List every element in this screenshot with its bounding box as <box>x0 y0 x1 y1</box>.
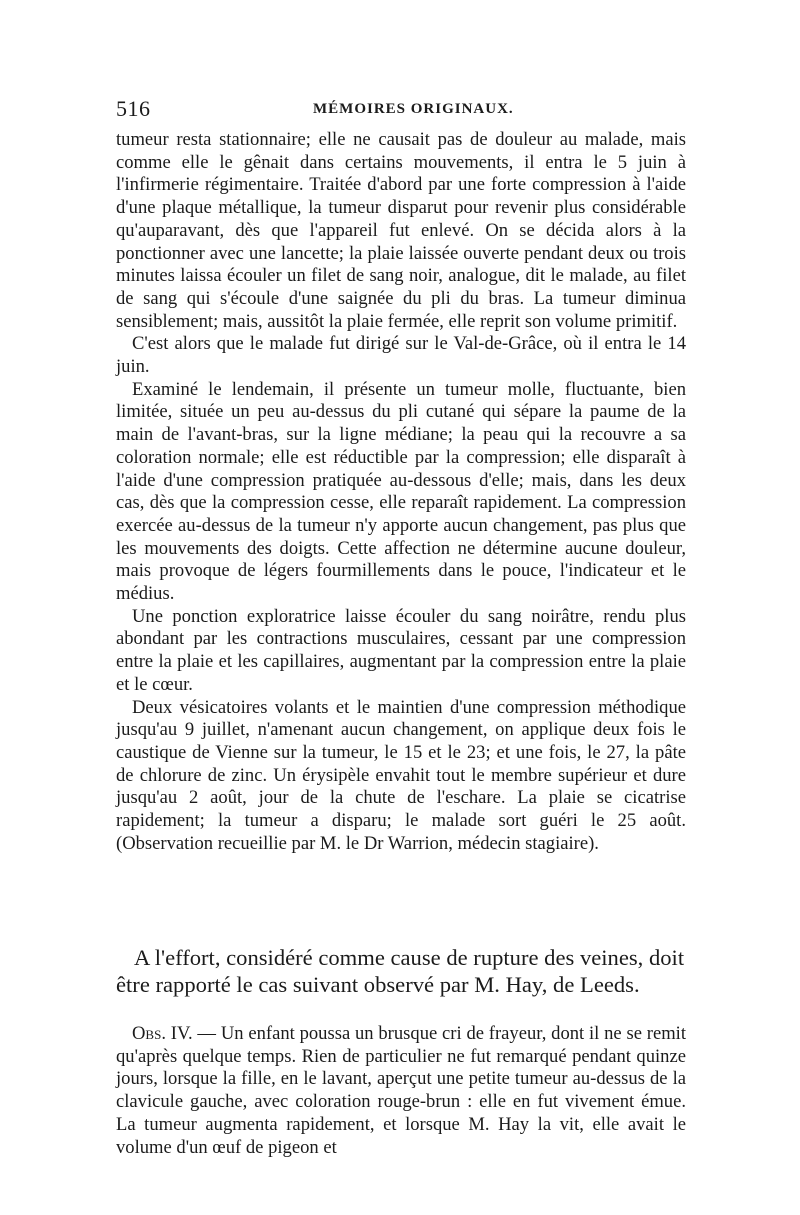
observation-paragraph <box>116 1023 686 1159</box>
observation-text: — Un enfant poussa un brusque cri de frayeur, dont il ne se remit qu'après quelque temps. Rien de particulier ne fut remarqué pendant quinze jours, lorsque la fille, en le lavant, aperçut une petite tumeur au-dessus de la clavicule gauche, avec coloration rouge-brun : elle en fut vivement émue. La tumeur augmenta rapidement, et lorsque M. Hay la vit, elle avait le volume d'un œuf de pigeon et <box>116 1023 686 1158</box>
paragraph-continuation: tumeur resta stationnaire; elle ne causait pas de douleur au malade, mais comme elle le gênait dans certains mouvements, il entra le 5 juin à l'infirmerie régimentaire. Traitée d'abord par une forte compression à l'aide d'une plaque métallique, la tumeur disparut pour revenir plus considérable qu'auparavant, dès que l'appareil fut enlevé. On se décida alors à la ponctionner avec une lancette; la plaie laissée ouverte pendant deux ou trois minutes laissa écouler un filet de sang noir, analogue, dit le malade, au filet de sang qui s'écoule d'une saignée du pli du bras. La tumeur diminua sensiblement; mais, aussitôt la plaie fermée, elle reprit son volume primitif. <box>116 129 686 332</box>
section-heading: A l'effort, considéré comme cause de rupture des veines, doit être rapporté le cas suivant observé par M. Hay, de Leeds. <box>116 945 685 997</box>
paragraph-treatment: Deux vésicatoires volants et le maintien d'une compression méthodique jusqu'au 9 juillet, n'amenant aucun changement, on applique deux fois le caustique de Vienne sur la tumeur, le 15 et le 23; et une fois, le 27, la pâte de chlorure de zinc. Un érysipèle envahit tout le membre supérieur et dure jusqu'au 2 août, jour de la chute de l'eschare. La plaie se cicatrise rapidement; la tumeur a disparu; le malade sort guéri le 25 août. (Observation recueillie par M. le Dr Warrion, médecin stagiaire). <box>116 696 686 854</box>
observation-label: Obs. IV. <box>132 1023 193 1044</box>
running-title: MÉMOIRES ORIGINAUX. <box>313 101 514 117</box>
page-header <box>116 96 686 126</box>
paragraph-val-de-grace: C'est alors que le malade fut dirigé sur le Val-de-Grâce, où il entra le 14 juin. <box>116 333 686 378</box>
paragraph-puncture: Une ponction exploratrice laisse écouler du sang noirâtre, rendu plus abondant par les contractions musculaires, cessant par une compression entre la plaie et les capillaires, augmentant par la compression entre la plaie et le cœur. <box>116 605 686 695</box>
paragraph-examination: Examiné le lendemain, il présente un tumeur molle, fluctuante, bien limitée, située un peu au-dessus du pli cutané qui sépare la paume de la main de l'avant-bras, sur la ligne médiane; la peau qui la recouvre a sa coloration normale; elle est réductible par la compression; elle disparaît à l'aide d'une compression pratiquée au-dessous d'elle; mais, dans les deux cas, dès que la compression cesse, elle reparaît rapidement. La compression exercée au-dessus de la tumeur n'y apporte aucun changement, pas plus que les mouvements des doigts. Cette affection ne détermine aucune douleur, mais provoque de légers fourmillements dans le pouce, l'indicateur et le médius. <box>116 378 686 605</box>
observation-block <box>116 1023 686 1159</box>
page-number: 516 <box>116 96 151 121</box>
body-text <box>116 129 686 856</box>
